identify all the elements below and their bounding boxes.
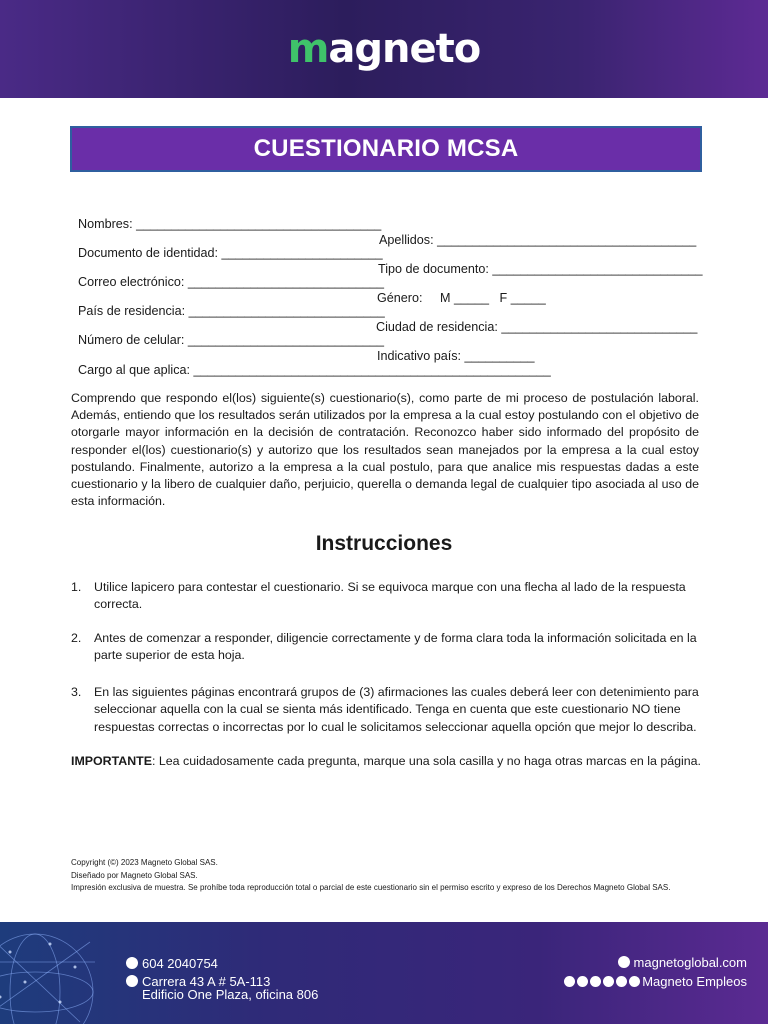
instructions-title: Instrucciones [315,532,453,555]
consent-paragraph: Comprendo que respondo el(los) siguiente(s) cuestionario(s), como parte de mi proceso de postulación laboral. Además, entiendo que los resultados serán utilizados por la empresa a la cual estoy postulando con el objetivo de otorgarle mayor información en la decisión de contratación. Reconozco haber sido informado del propósito de responder el(los) cuestionario(s) y autorizo que los resultados sean manejados por la empresa a la cual estoy postulando. Finalmente, autorizo a la empresa a la cual postulo, para que analice mis respuestas dadas a este cuestionario y la libero de cualquier daño, perjuicio, querella o demanda legal de cualquier tipo asociada al uso de esta información. [71,391,699,509]
city-field: Ciudad de residencia: ____________________________ [376,320,698,334]
footer-address-line2: Edificio One Plaza, oficina 806 [142,987,319,1002]
document-type-field: Tipo de documento: ______________________________ [378,262,703,276]
phone-icon [126,957,138,969]
youtube-icon[interactable] [629,976,640,987]
gender-field: Género: M _____ F _____ [377,291,546,305]
footer-social: Magneto Empleos [564,974,747,989]
header-banner [0,0,768,98]
instruction-number: 3. [71,685,82,699]
footer-website[interactable]: magnetoglobal.com [618,955,747,970]
country-code-field: Indicativo país: __________ [377,349,535,363]
title-bar [70,126,702,172]
important-label: IMPORTANTE [71,754,152,768]
linkedin-icon[interactable] [564,976,575,987]
instruction-text: Utilice lapicero para contestar el cuestionario. Si se equivoca marque con una flecha al lado de la respuesta correcta. [94,580,686,612]
copyright-line: Copyright (©) 2023 Magneto Global SAS. [71,858,218,867]
important-note [71,753,711,770]
instruction-item [71,579,699,614]
instruction-text: En las siguientes páginas encontrará grupos de (3) afirmaciones las cuales deberá leer con detenimiento para seleccionar aquella con la cual se sienta más identificado. Tenga en cuenta que este cuestionario NO tiene respuestas correctas o incorrectas por lo cual le solicitamos seleccionar aquella opción que mejor lo describa. [94,685,699,734]
form-row-position [71,346,551,378]
instruction-text: Antes de comenzar a responder, diligencie correctamente y de forma clara toda la información solicitada en la parte superior de esta hoja. [94,631,697,663]
instruction-number: 2. [71,631,82,645]
surnames-field: Apellidos: _____________________________________ [379,233,697,247]
location-icon [126,975,138,987]
footer-address: Carrera 43 A # 5A-113 [126,974,270,989]
globe-graphic [0,922,140,1024]
globe-icon [618,956,630,968]
twitter-icon[interactable] [616,976,627,987]
id-document-field: Documento de identidad: _______________________ [78,246,383,260]
instruction-number: 1. [71,580,82,594]
instagram-icon[interactable] [577,976,588,987]
disclaimer-line: Impresión exclusiva de muestra. Se prohíbe toda reproducción total o parcial de este cuestionario sin el permiso escrito y expreso de los Derechos Magneto Global SAS. [71,883,671,892]
names-field: Nombres: ___________________________________ [78,217,382,231]
instruction-item [71,630,699,665]
email-field: Correo electrónico: ____________________________ [78,275,385,289]
instruction-item [71,684,699,736]
designed-by-line: Diseñado por Magneto Global SAS. [71,870,198,880]
document-title: CUESTIONARIO MCSA [253,135,519,162]
country-field: País de residencia: ____________________________ [78,304,385,318]
facebook-icon[interactable] [590,976,601,987]
important-text: : Lea cuidadosamente cada pregunta, marque una sola casilla y no haga otras marcas en la página. [152,754,701,768]
position-field: Cargo al que aplica: ___________________________________________________ [78,363,551,377]
tiktok-icon[interactable] [603,976,614,987]
magneto-logo: magneto [287,26,481,72]
footer-banner [0,922,768,1024]
footer-phone: 604 2040754 [126,956,218,971]
copyright-block [71,857,701,895]
cellphone-field: Número de celular: ____________________________ [78,333,385,347]
